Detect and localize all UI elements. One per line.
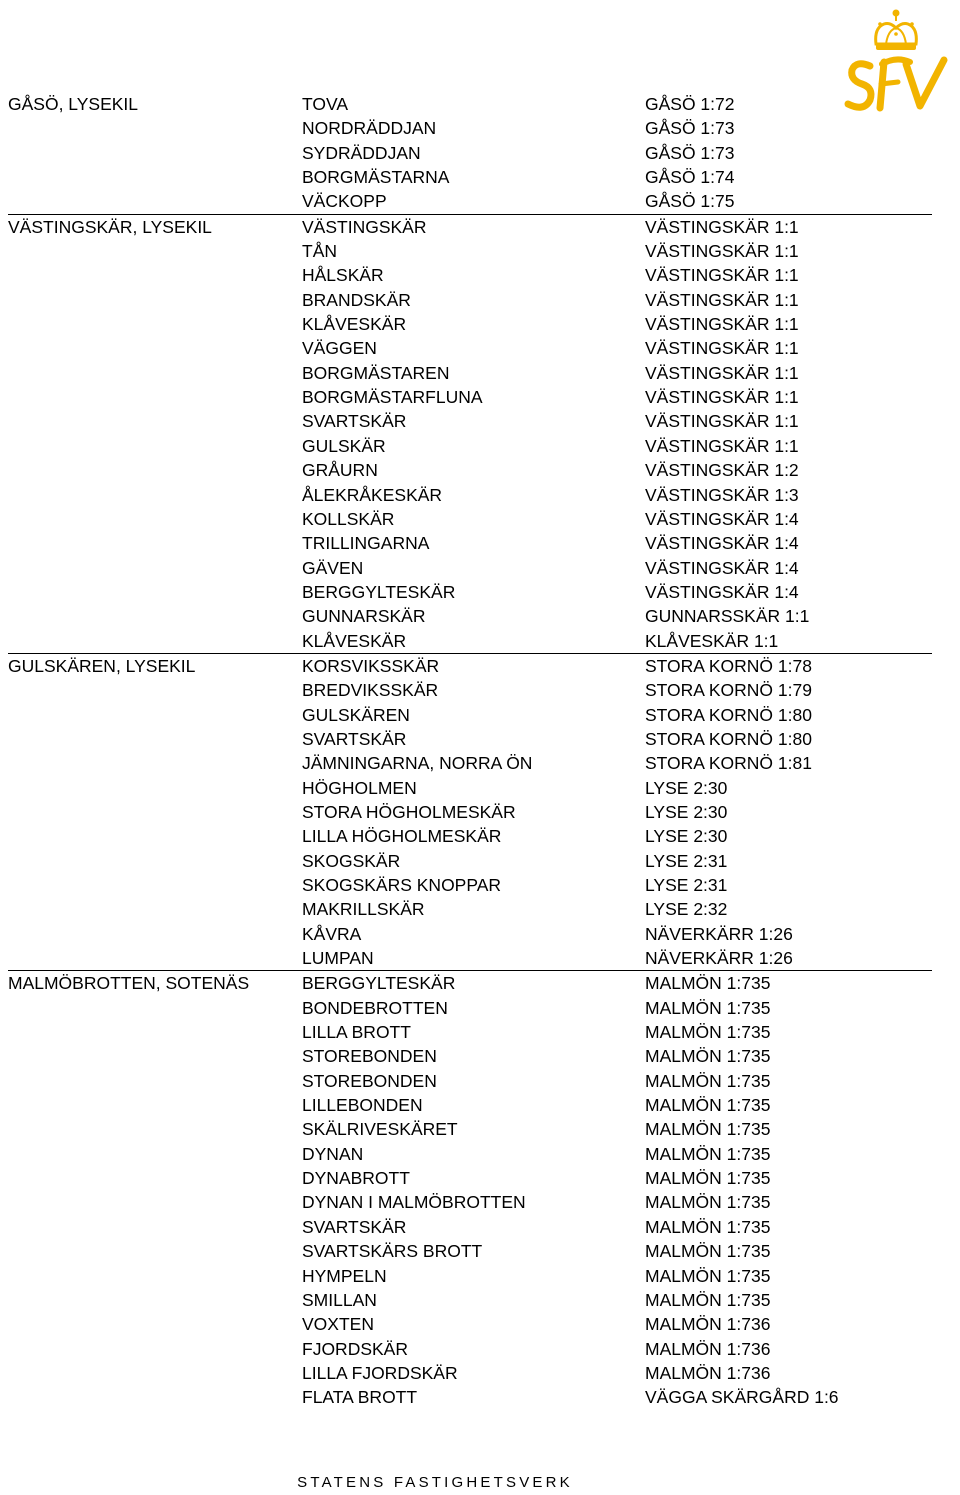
table-row	[8, 996, 932, 1020]
table-row	[8, 1093, 932, 1117]
island-name: KOLLSKÄR	[302, 508, 395, 529]
property-designation: VÄSTINGSKÄR 1:1	[645, 411, 799, 432]
property-designation: VÄSTINGSKÄR 1:2	[645, 460, 799, 481]
table-row	[8, 654, 932, 678]
island-name: GULSKÄR	[302, 435, 386, 456]
table-row	[8, 1361, 932, 1385]
island-name: SYDRÄDDJAN	[302, 142, 421, 163]
table-row	[8, 1069, 932, 1093]
island-name: MAKRILLSKÄR	[302, 899, 425, 920]
table-row	[8, 629, 932, 653]
property-designation: MALMÖN 1:736	[645, 1314, 771, 1335]
region-name: GULSKÄREN, LYSEKIL	[8, 655, 196, 676]
property-designation: VÄSTINGSKÄR 1:1	[645, 289, 799, 310]
table-row	[8, 1020, 932, 1044]
property-designation: MALMÖN 1:735	[645, 1095, 771, 1116]
property-designation: STORA KORNÖ 1:80	[645, 704, 812, 725]
island-name: HYMPELN	[302, 1265, 387, 1286]
property-designation: MALMÖN 1:735	[645, 1046, 771, 1067]
table-row	[8, 507, 932, 531]
property-designation: LYSE 2:31	[645, 875, 728, 895]
island-name: VÄSTINGSKÄR	[302, 216, 427, 237]
island-name: TÅN	[302, 241, 337, 262]
table-row	[8, 776, 932, 800]
table-row	[8, 1239, 932, 1263]
island-name: SVARTSKÄR	[302, 411, 407, 432]
table-row	[8, 409, 932, 433]
property-designation: MALMÖN 1:735	[645, 1070, 771, 1091]
table-row	[8, 946, 932, 970]
island-name: FJORDSKÄR	[302, 1338, 408, 1359]
property-designation: MALMÖN 1:735	[645, 1241, 771, 1262]
region-group	[8, 215, 932, 654]
table-row	[8, 116, 932, 140]
island-name: DYNAN	[302, 1143, 364, 1164]
property-designation: MALMÖN 1:735	[645, 973, 771, 994]
property-designation: GÅSÖ 1:72	[645, 94, 735, 114]
property-designation: NÄVERKÄRR 1:26	[645, 923, 793, 944]
table-row	[8, 361, 932, 385]
table-row	[8, 556, 932, 580]
table-row	[8, 92, 932, 116]
island-name: SKÄLRIVESKÄRET	[302, 1119, 458, 1140]
property-designation: VÄSTINGSKÄR 1:4	[645, 581, 799, 602]
property-designation: LYSE 2:30	[645, 777, 728, 798]
property-designation: LYSE 2:31	[645, 850, 728, 871]
island-name: DYNAN I MALMÖBROTTEN	[302, 1192, 526, 1213]
table-row	[8, 678, 932, 702]
property-designation: GÅSÖ 1:73	[645, 142, 735, 163]
table-row	[8, 1215, 932, 1239]
island-name: LILLA BROTT	[302, 1022, 411, 1043]
table-row	[8, 263, 932, 287]
table-row	[8, 336, 932, 360]
property-designation: MALMÖN 1:735	[645, 1119, 771, 1140]
property-designation: VÄSTINGSKÄR 1:1	[645, 435, 799, 456]
table-row	[8, 1385, 932, 1409]
property-designation: NÄVERKÄRR 1:26	[645, 948, 793, 969]
island-name: HÅLSKÄR	[302, 265, 384, 286]
island-name: BORGMÄSTARNA	[302, 167, 450, 188]
island-name: BREDVIKSSKÄR	[302, 680, 439, 701]
property-designation: GUNNARSSKÄR 1:1	[645, 606, 810, 627]
table-row	[8, 531, 932, 555]
island-name: GÄVEN	[302, 557, 364, 578]
table-row	[8, 312, 932, 336]
property-designation: VÄSTINGSKÄR 1:1	[645, 265, 799, 286]
table-row	[8, 824, 932, 848]
island-name: SVARTSKÄR	[302, 1216, 407, 1237]
island-name: SKOGSKÄR	[302, 850, 401, 871]
island-name: VOXTEN	[302, 1314, 374, 1335]
region-name: MALMÖBROTTEN, SOTENÄS	[8, 973, 250, 994]
island-name: TOVA	[302, 94, 349, 114]
island-name: VÄGGEN	[302, 338, 377, 359]
table-row	[8, 604, 932, 628]
table-row	[8, 1117, 932, 1141]
property-designation: STORA KORNÖ 1:78	[645, 655, 812, 676]
property-designation: VÄSTINGSKÄR 1:4	[645, 508, 799, 529]
island-name: SVARTSKÄRS BROTT	[302, 1241, 483, 1262]
region-name: GÅSÖ, LYSEKIL	[8, 94, 139, 114]
table-row	[8, 434, 932, 458]
island-name: BONDEBROTTEN	[302, 997, 448, 1018]
property-designation: VÄSTINGSKÄR 1:1	[645, 216, 799, 237]
property-designation: GÅSÖ 1:75	[645, 191, 735, 212]
property-designation: VÄSTINGSKÄR 1:1	[645, 338, 799, 359]
island-name: VÄCKOPP	[302, 191, 387, 212]
table-row	[8, 1044, 932, 1068]
footer-text: STATENS FASTIGHETSVERK	[297, 1474, 573, 1491]
island-name: BORGMÄSTARFLUNA	[302, 387, 483, 408]
island-name: SKOGSKÄRS KNOPPAR	[302, 875, 502, 895]
table-row	[8, 239, 932, 263]
property-designation: MALMÖN 1:735	[645, 1216, 771, 1237]
island-name: NORDRÄDDJAN	[302, 118, 437, 139]
island-name: STORA HÖGHOLMESKÄR	[302, 801, 516, 822]
property-designation: MALMÖN 1:735	[645, 1265, 771, 1286]
island-name: LILLA HÖGHOLMESKÄR	[302, 826, 502, 847]
island-name: TRILLINGARNA	[302, 533, 430, 554]
table-row	[8, 483, 932, 507]
property-designation: VÄGGA SKÄRGÅRD 1:6	[645, 1387, 839, 1408]
island-name: ÅLEKRÅKESKÄR	[302, 484, 443, 505]
table-row	[8, 385, 932, 409]
property-designation: STORA KORNÖ 1:81	[645, 753, 812, 774]
property-designation: MALMÖN 1:735	[645, 1192, 771, 1213]
table-row	[8, 727, 932, 751]
table-row	[8, 897, 932, 921]
island-name: BORGMÄSTAREN	[302, 362, 450, 383]
property-designation: MALMÖN 1:735	[645, 1022, 771, 1043]
island-name: LILLEBONDEN	[302, 1095, 423, 1116]
property-designation: VÄSTINGSKÄR 1:1	[645, 387, 799, 408]
island-name: STOREBONDEN	[302, 1070, 437, 1091]
property-designation: STORA KORNÖ 1:79	[645, 680, 812, 701]
island-name: DYNABROTT	[302, 1168, 410, 1189]
table-row	[8, 580, 932, 604]
property-designation: VÄSTINGSKÄR 1:3	[645, 484, 799, 505]
island-name: KLÅVESKÄR	[302, 630, 407, 651]
island-name: LUMPAN	[302, 948, 374, 969]
table-row	[8, 1288, 932, 1312]
table-row	[8, 458, 932, 482]
property-designation: MALMÖN 1:735	[645, 1289, 771, 1310]
island-name: SMILLAN	[302, 1289, 377, 1310]
island-name: FLATA BROTT	[302, 1387, 418, 1408]
table-row	[8, 971, 932, 995]
table-row	[8, 800, 932, 824]
table-row	[8, 1337, 932, 1361]
table-row	[8, 215, 932, 239]
island-name: BERGGYLTESKÄR	[302, 973, 456, 994]
property-designation: STORA KORNÖ 1:80	[645, 728, 812, 749]
property-designation: MALMÖN 1:736	[645, 1338, 771, 1359]
property-designation: VÄSTINGSKÄR 1:1	[645, 314, 799, 335]
property-designation: LYSE 2:30	[645, 801, 728, 822]
table-row	[8, 751, 932, 775]
table-row	[8, 1264, 932, 1288]
island-name: GUNNARSKÄR	[302, 606, 426, 627]
property-designation: VÄSTINGSKÄR 1:1	[645, 362, 799, 383]
island-name: KÅVRA	[302, 923, 362, 944]
property-designation: MALMÖN 1:735	[645, 1143, 771, 1164]
table-row	[8, 1190, 932, 1214]
island-name: STOREBONDEN	[302, 1046, 437, 1067]
property-table	[8, 92, 932, 1410]
island-name: JÄMNINGARNA, NORRA ÖN	[302, 753, 533, 774]
table-row	[8, 165, 932, 189]
island-name: BERGGYLTESKÄR	[302, 581, 456, 602]
region-group	[8, 654, 932, 971]
property-designation: GÅSÖ 1:74	[645, 167, 735, 188]
table-row	[8, 141, 932, 165]
island-name: GULSKÄREN	[302, 704, 410, 725]
property-designation: MALMÖN 1:735	[645, 1168, 771, 1189]
property-designation: GÅSÖ 1:73	[645, 118, 735, 139]
table-row	[8, 703, 932, 727]
property-designation: LYSE 2:32	[645, 899, 728, 920]
property-designation: MALMÖN 1:736	[645, 1362, 771, 1383]
table-row	[8, 1166, 932, 1190]
table-row	[8, 189, 932, 213]
island-name: BRANDSKÄR	[302, 289, 411, 310]
island-name: KORSVIKSSKÄR	[302, 655, 440, 676]
island-name: LILLA FJORDSKÄR	[302, 1362, 458, 1383]
island-name: GRÅURN	[302, 460, 378, 481]
island-name: SVARTSKÄR	[302, 728, 407, 749]
table-row	[8, 1312, 932, 1336]
table-row	[8, 849, 932, 873]
property-designation: KLÅVESKÄR 1:1	[645, 630, 779, 651]
island-name: HÖGHOLMEN	[302, 777, 417, 798]
property-designation: LYSE 2:30	[645, 826, 728, 847]
property-designation: VÄSTINGSKÄR 1:4	[645, 557, 799, 578]
property-designation: VÄSTINGSKÄR 1:4	[645, 533, 799, 554]
table-row	[8, 1142, 932, 1166]
table-row	[8, 873, 932, 897]
region-name: VÄSTINGSKÄR, LYSEKIL	[8, 216, 212, 237]
table-row	[8, 288, 932, 312]
property-designation: VÄSTINGSKÄR 1:1	[645, 241, 799, 262]
region-group	[8, 971, 932, 1409]
island-name: KLÅVESKÄR	[302, 314, 407, 335]
table-row	[8, 922, 932, 946]
region-group	[8, 92, 932, 215]
property-designation: MALMÖN 1:735	[645, 997, 771, 1018]
